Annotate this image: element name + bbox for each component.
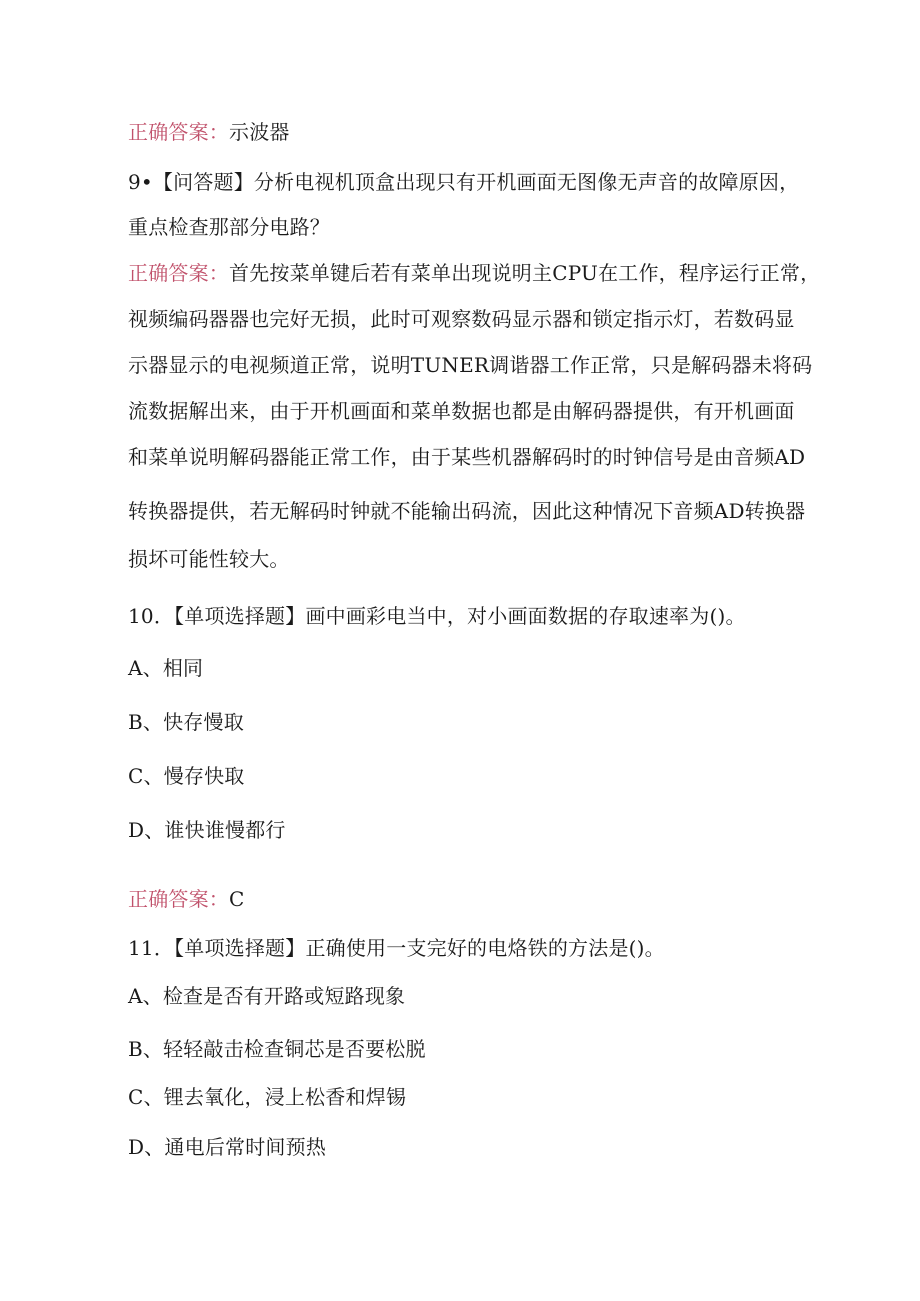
q10-option-a: A、相同 xyxy=(128,656,204,680)
q10-stem: 10．【单项选择题】画中画彩电当中，对小画面数据的存取速率为()。 xyxy=(128,604,746,628)
q9-answer-line-7: 损坏可能性较大。 xyxy=(128,547,290,571)
q9-answer-line-5: 和菜单说明解码器能正常工作，由于某些机器解码时的时钟信号是由音频AD xyxy=(128,445,806,469)
q9-stem-line-1: 9•【问答题】分析电视机顶盒出现只有开机画面无图像无声音的故障原因， xyxy=(128,170,800,194)
prev-answer-line xyxy=(128,118,290,146)
q9-answer-line-3: 示器显示的电视频道正常，说明TUNER调谐器工作正常，只是解码器未将码 xyxy=(128,353,813,377)
q11-option-c: C、锂去氧化，浸上松香和焊锡 xyxy=(128,1085,407,1109)
answer-text: 示波器 xyxy=(229,120,290,144)
q11-stem: 11．【单项选择题】正确使用一支完好的电烙铁的方法是()。 xyxy=(128,936,665,960)
q11-option-a: A、检查是否有开路或短路现象 xyxy=(128,984,406,1008)
answer-label: 正确答案： xyxy=(128,120,229,144)
answer-label: 正确答案： xyxy=(128,261,229,285)
q9-stem-line-2: 重点检查那部分电路？ xyxy=(128,215,330,239)
q10-option-b: B、快存慢取 xyxy=(128,710,244,734)
q11-option-b: B、轻轻敲击检查铜芯是否要松脱 xyxy=(128,1037,426,1061)
q10-option-c: C、慢存快取 xyxy=(128,764,245,788)
q9-answer-line-4: 流数据解出来，由于开机画面和菜单数据也都是由解码器提供，有开机画面 xyxy=(128,399,795,423)
answer-text: C xyxy=(229,887,245,911)
q10-answer-line xyxy=(128,885,245,913)
answer-text: 首先按菜单键后若有菜单出现说明主CPU在工作，程序运行正常， xyxy=(229,261,821,285)
q11-option-d: D、通电后常时间预热 xyxy=(128,1135,327,1159)
q9-answer-line-6: 转换器提供，若无解码时钟就不能输出码流，因此这种情况下音频AD转换器 xyxy=(128,499,806,523)
q9-answer-line-2: 视频编码器器也完好无损，此时可观察数码显示器和锁定指示灯，若数码显 xyxy=(128,307,795,331)
q10-option-d: D、谁快谁慢都行 xyxy=(128,818,286,842)
q9-answer-line-1 xyxy=(128,259,820,287)
answer-label: 正确答案： xyxy=(128,887,229,911)
